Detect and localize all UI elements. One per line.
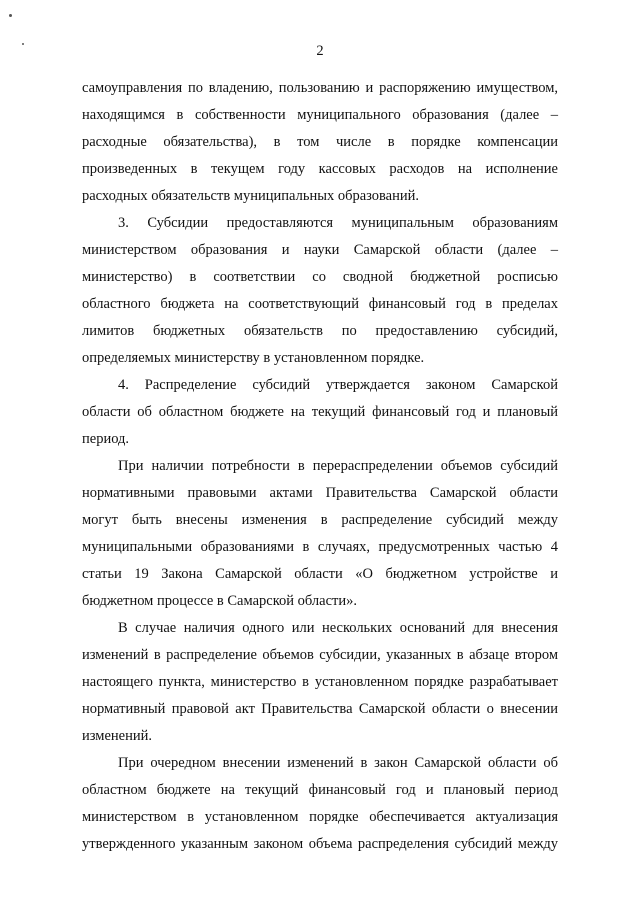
text-line: министерством образования и науки Самарской области (далее – (82, 242, 558, 258)
text-line: расходные обязательства), в том числе в порядке компенсации (82, 134, 558, 150)
text-line: лимитов бюджетных обязательств по предоставлению субсидий, (82, 323, 558, 339)
text-line: определяемых министерству в установленном порядке. (82, 350, 425, 366)
text-line: области об областном бюджете на текущий финансовый год и плановый (82, 404, 558, 420)
text-line: областного бюджета на соответствующий финансовый год в пределах (82, 296, 558, 312)
paragraph-first-line: 4. Распределение субсидий утверждается законом Самарской (118, 377, 558, 393)
paragraph-first-line: При наличии потребности в перераспределении объемов субсидий (118, 458, 558, 474)
text-line: произведенных в текущем году кассовых расходов на исполнение (82, 161, 558, 177)
paragraph-first-line: 3. Субсидии предоставляются муниципальным образованиям (118, 215, 558, 231)
text-line: статьи 19 Закона Самарской области «О бюджетном устройстве и (82, 566, 558, 582)
text-line: утвержденного указанным законом объема распределения субсидий между (82, 836, 558, 852)
text-line: могут быть внесены изменения в распределение субсидий между (82, 512, 558, 528)
text-line: изменений в распределение объемов субсидии, указанных в абзаце втором (82, 647, 558, 663)
text-line: изменений. (82, 728, 152, 744)
text-line: министерством в установленном порядке обеспечивается актуализация (82, 809, 558, 825)
text-line: находящимся в собственности муниципального образования (далее – (82, 107, 558, 123)
text-line: нормативный правовой акт Правительства Самарской области о внесении (82, 701, 558, 717)
scan-speck (9, 14, 12, 17)
paragraph-first-line: В случае наличия одного или нескольких оснований для внесения (118, 620, 558, 636)
text-line: самоуправления по владению, пользованию и распоряжению имуществом, (82, 80, 558, 96)
text-line: настоящего пункта, министерство в установленном порядке разрабатывает (82, 674, 558, 690)
text-line: областном бюджете на текущий финансовый год и плановый период (82, 782, 558, 798)
text-line: период. (82, 431, 130, 447)
paragraph-first-line: При очередном внесении изменений в закон Самарской области об (118, 755, 558, 771)
text-line: бюджетном процессе в Самарской области». (82, 593, 357, 609)
text-line: министерство) в соответствии со сводной бюджетной росписью (82, 269, 558, 285)
text-line: муниципальными образованиями в случаях, предусмотренных частью 4 (82, 539, 558, 555)
text-line: расходных обязательств муниципальных образований. (82, 188, 420, 204)
page-number: 2 (316, 43, 324, 59)
text-line: нормативными правовыми актами Правительства Самарской области (82, 485, 558, 501)
